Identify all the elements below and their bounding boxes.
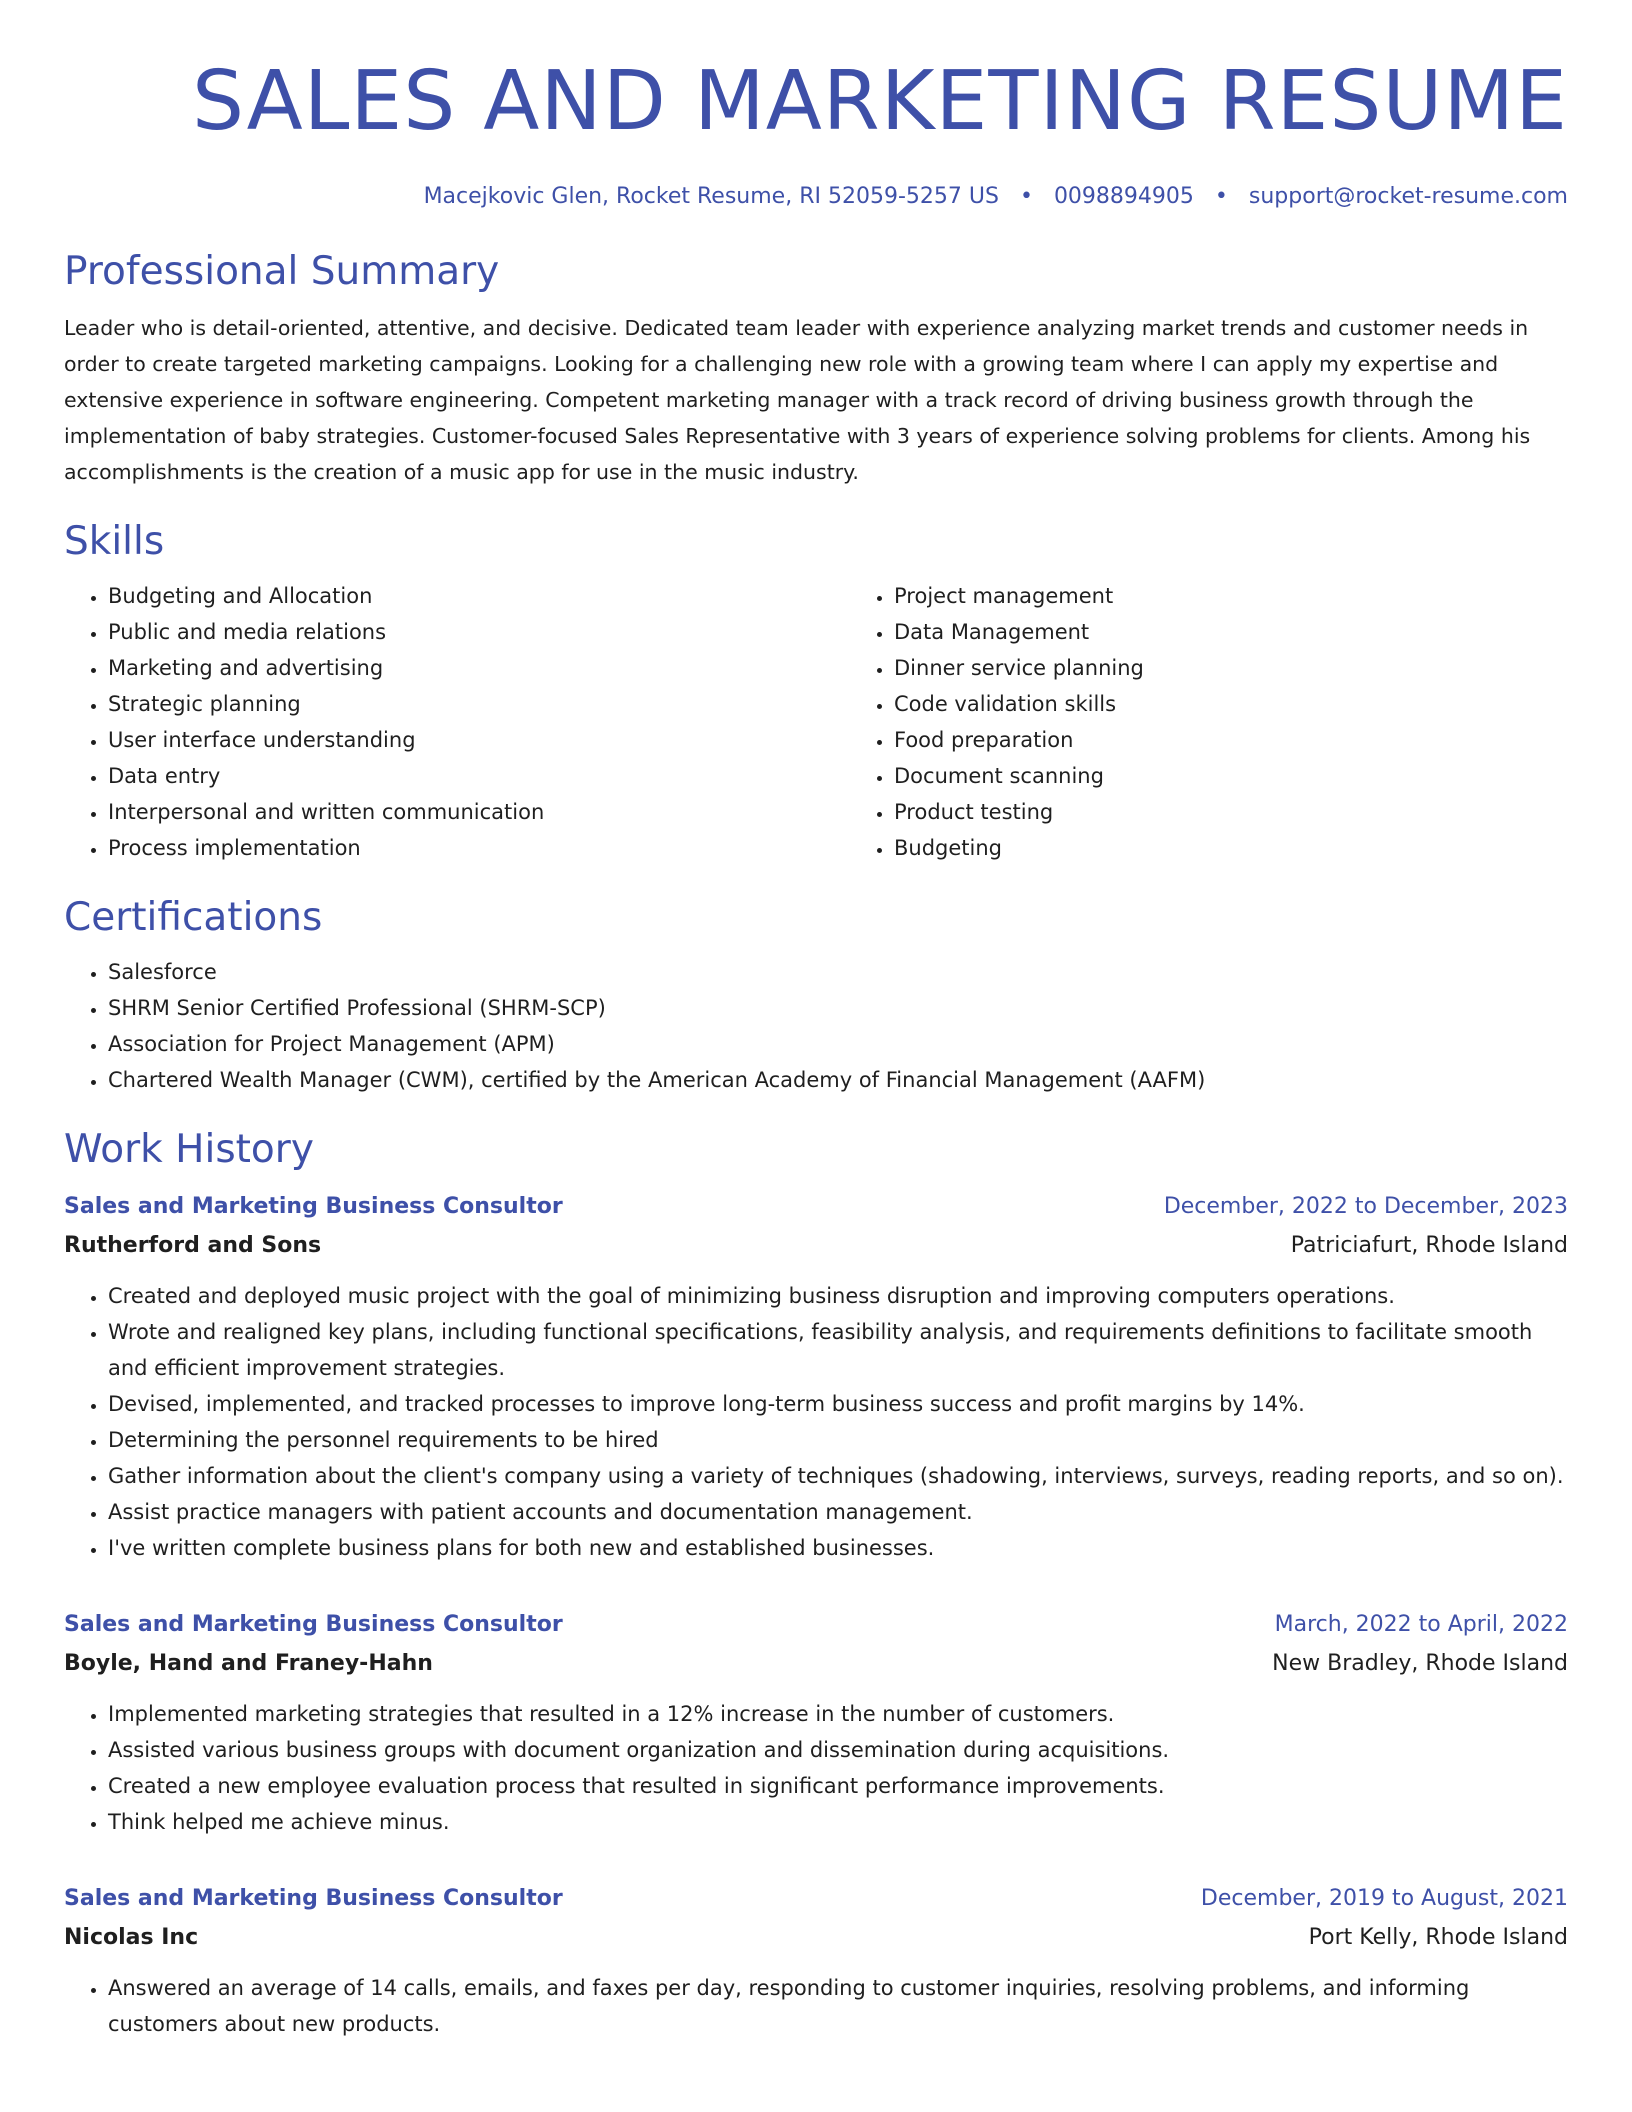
job-dates: December, 2019 to August, 2021 bbox=[1200, 1886, 1568, 1911]
skill-item: • Code validation skills bbox=[894, 686, 1568, 722]
job-entry bbox=[64, 1606, 1568, 1840]
job-title: Sales and Marketing Business Consultor bbox=[64, 1886, 563, 1911]
skill-item: • Document scanning bbox=[894, 758, 1568, 794]
job-bullet: • Wrote and realigned key plans, including functional specifications, feasibility analysis, and requirements definitions to facilitate smooth and efficient improvement strategies. bbox=[108, 1314, 1568, 1386]
section-heading-work-history: Work History bbox=[64, 1127, 314, 1172]
certification-item: • SHRM Senior Certified Professional (SHRM-SCP) bbox=[108, 990, 1568, 1026]
contact-email: support@rocket-resume.com bbox=[1248, 184, 1568, 209]
certifications-list bbox=[64, 954, 1568, 1098]
contact-address: Macejkovic Glen, Rocket Resume, RI 52059-5257 US bbox=[423, 184, 999, 209]
job-bullet: • Determining the personnel requirements to be hired bbox=[108, 1422, 1568, 1458]
contact-separator: • bbox=[1019, 184, 1033, 209]
skill-item: • User interface understanding bbox=[108, 722, 850, 758]
skill-item: • Interpersonal and written communication bbox=[108, 794, 850, 830]
job-bullet: • Created a new employee evaluation process that resulted in significant performance improvements. bbox=[108, 1768, 1568, 1804]
section-heading-certifications: Certifications bbox=[64, 895, 323, 940]
job-title: Sales and Marketing Business Consultor bbox=[64, 1194, 563, 1219]
skills-columns bbox=[64, 566, 1568, 866]
job-bullets bbox=[64, 1970, 1568, 2042]
work-history-section bbox=[64, 1126, 1568, 2042]
certification-item: • Salesforce bbox=[108, 954, 1568, 990]
skill-item: • Data entry bbox=[108, 758, 850, 794]
job-dates: March, 2022 to April, 2022 bbox=[1274, 1612, 1568, 1637]
job-bullet: • I've written complete business plans for both new and established businesses. bbox=[108, 1530, 1568, 1566]
document-title: SALES AND MARKETING RESUME bbox=[192, 54, 1568, 149]
skill-item: • Budgeting and Allocation bbox=[108, 578, 850, 614]
job-bullets bbox=[64, 1278, 1568, 1566]
job-location: Patriciafurt, Rhode Island bbox=[1290, 1233, 1568, 1258]
job-entry bbox=[64, 1188, 1568, 1566]
skill-item: • Budgeting bbox=[894, 830, 1568, 866]
contact-phone: 0098894905 bbox=[1053, 184, 1194, 209]
job-bullet: • Implemented marketing strategies that resulted in a 12% increase in the number of customers. bbox=[108, 1696, 1568, 1732]
certification-item: • Association for Project Management (APM) bbox=[108, 1026, 1568, 1062]
job-company-row bbox=[64, 1918, 1568, 1958]
job-bullet: • Gather information about the client's company using a variety of techniques (shadowing, interviews, surveys, reading reports, and so on). bbox=[108, 1458, 1568, 1494]
job-entry bbox=[64, 1880, 1568, 2042]
job-company-row bbox=[64, 1644, 1568, 1684]
resume-header bbox=[64, 0, 1568, 212]
job-bullet: • Devised, implemented, and tracked processes to improve long-term business success and profit margins by 14%. bbox=[108, 1386, 1568, 1422]
job-bullet: • Assist practice managers with patient accounts and documentation management. bbox=[108, 1494, 1568, 1530]
skills-section bbox=[64, 518, 1568, 866]
job-dates: December, 2022 to December, 2023 bbox=[1163, 1194, 1568, 1219]
job-bullet: • Created and deployed music project with the goal of minimizing business disruption and improving computers operations. bbox=[108, 1278, 1568, 1314]
skills-list-right bbox=[850, 578, 1568, 866]
job-bullets bbox=[64, 1696, 1568, 1840]
certifications-section bbox=[64, 894, 1568, 1098]
job-title-row bbox=[64, 1880, 1568, 1918]
job-company: Boyle, Hand and Franey-Hahn bbox=[64, 1651, 433, 1676]
job-company-row bbox=[64, 1226, 1568, 1266]
professional-summary-section bbox=[64, 248, 1568, 490]
job-company: Rutherford and Sons bbox=[64, 1233, 322, 1258]
section-heading-summary: Professional Summary bbox=[64, 249, 500, 294]
skill-item: • Process implementation bbox=[108, 830, 850, 866]
contact-line bbox=[64, 182, 1568, 212]
skill-item: • Dinner service planning bbox=[894, 650, 1568, 686]
certification-item: • Chartered Wealth Manager (CWM), certified by the American Academy of Financial Management (AAFM) bbox=[108, 1062, 1568, 1098]
skill-item: • Public and media relations bbox=[108, 614, 850, 650]
job-bullet: • Assisted various business groups with document organization and dissemination during acquisitions. bbox=[108, 1732, 1568, 1768]
section-heading-skills: Skills bbox=[64, 519, 165, 564]
job-company: Nicolas Inc bbox=[64, 1925, 199, 1950]
skill-item: • Data Management bbox=[894, 614, 1568, 650]
skill-item: • Product testing bbox=[894, 794, 1568, 830]
skill-item: • Project management bbox=[894, 578, 1568, 614]
job-bullet: • Answered an average of 14 calls, emails, and faxes per day, responding to customer inquiries, resolving problems, and informing customers about new products. bbox=[108, 1970, 1568, 2042]
skill-item: • Food preparation bbox=[894, 722, 1568, 758]
job-title: Sales and Marketing Business Consultor bbox=[64, 1612, 563, 1637]
job-bullet: • Think helped me achieve minus. bbox=[108, 1804, 1568, 1840]
job-location: New Bradley, Rhode Island bbox=[1272, 1651, 1568, 1676]
summary-text: Leader who is detail-oriented, attentive, and decisive. Dedicated team leader with experience analyzing market trends and customer needs in order to create targeted marketing campaigns. Looking for a challenging new role with a growing team where I can apply my expertise and extensive experience in software engineering. Competent marketing manager with a track record of driving business growth through the implementation of baby strategies. Customer-focused Sales Representative with 3 years of experience solving problems for clients. Among his accomplishments is the creation of a music app for use in the music industry. bbox=[64, 316, 1531, 484]
skills-list-left bbox=[64, 578, 850, 866]
job-title-row bbox=[64, 1606, 1568, 1644]
job-title-row bbox=[64, 1188, 1568, 1226]
skill-item: • Strategic planning bbox=[108, 686, 850, 722]
skill-item: • Marketing and advertising bbox=[108, 650, 850, 686]
job-location: Port Kelly, Rhode Island bbox=[1308, 1925, 1568, 1950]
contact-separator: • bbox=[1214, 184, 1228, 209]
